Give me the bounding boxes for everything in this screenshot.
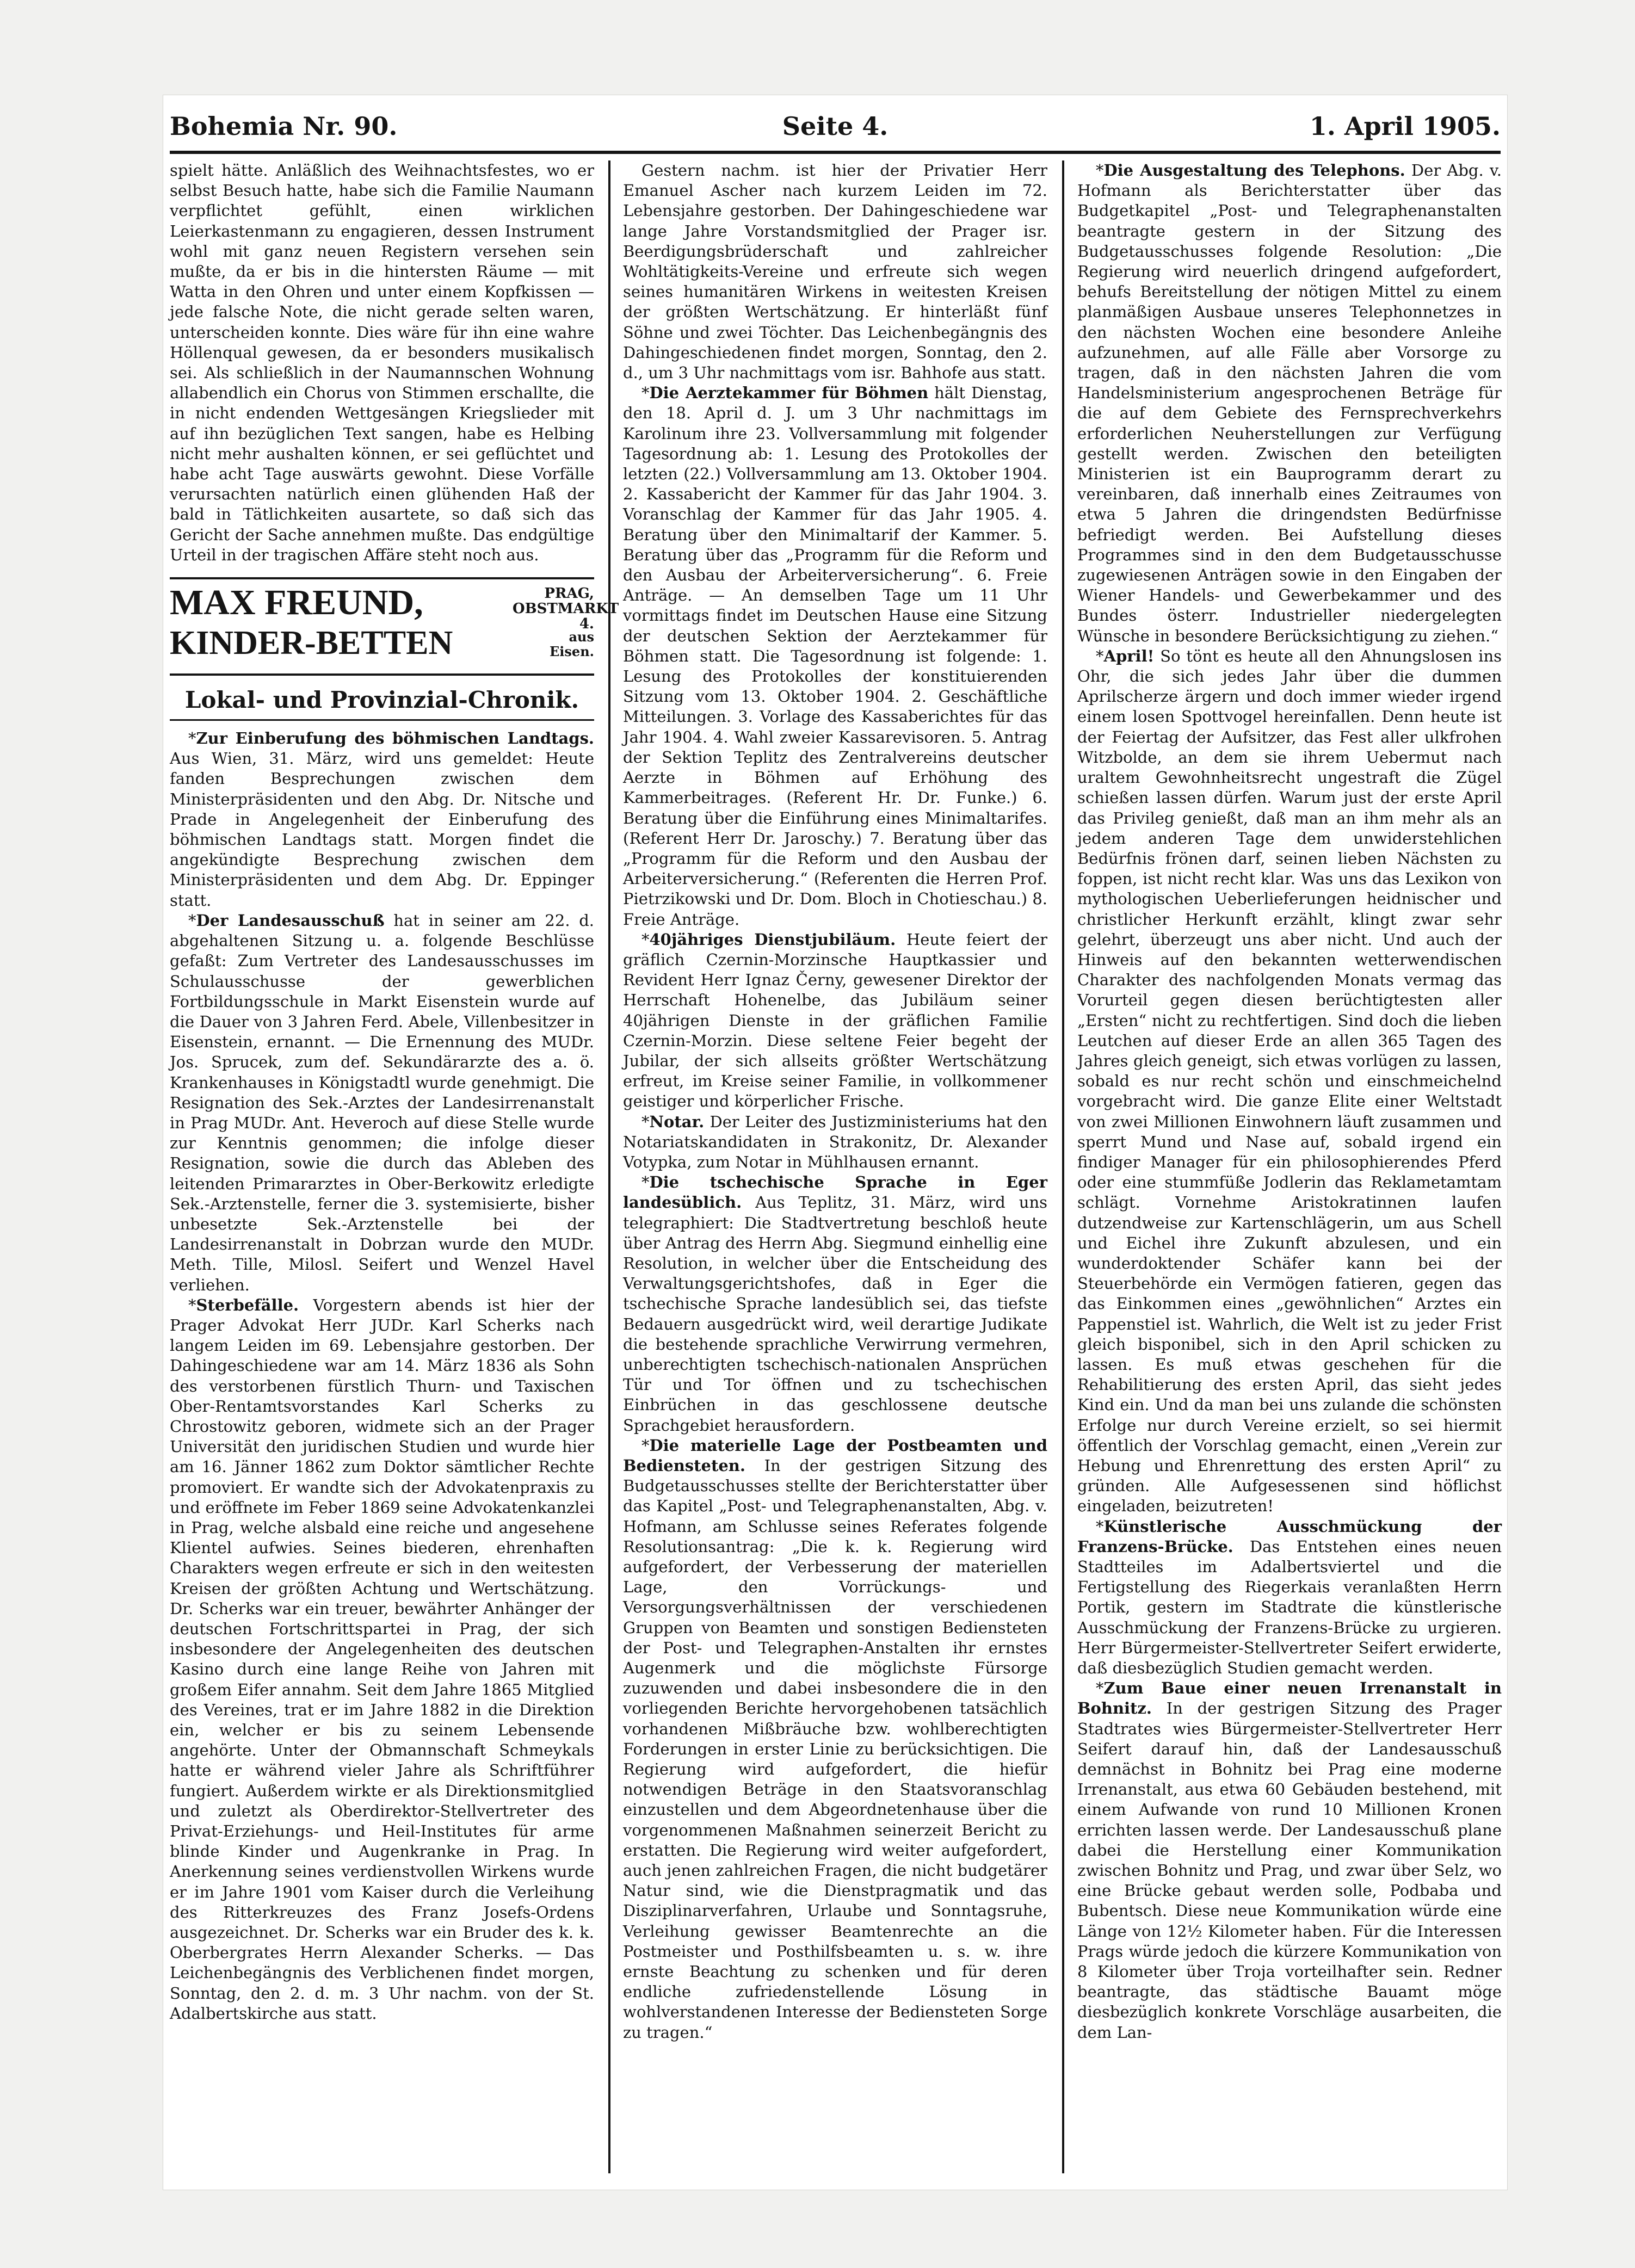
article-headline: Der Landesausschuß — [196, 911, 385, 930]
masthead-rule — [170, 151, 1501, 154]
article-headline: 40jähriges Dienstjubiläum. — [649, 930, 896, 949]
article-body: Der Abg. v. Hofmann als Berichterstatter über das Budgetkapitel „Post- und Telegraphenanstalten beantragte gestern in der Sitzung des Budgetausschusses folgende Resolution: „Die Regierung wird neuerlich dringend aufgefordert, behufs Bereitstellung der nötigen Mittel zu einem planmäßigen Ausbaue unseres Telephonnetzes in den nächsten Wochen eine besondere Anleihe aufzunehmen, auf alle Fälle aber Vorsorge zu tragen, daß in den nächsten Jahren die vom Handelsministerium angesprochenen Beträge für die auf dem Gebiete des Fernsprechverkehrs erforderlichen Neuherstellungen zur Verfügung gestellt werden. Zwischen den beteiligten Ministerien ist ein Bauprogramm derart zu vereinbaren, daß innerhalb eines Zeitraumes von etwa 5 Jahren die dringendsten Bedürfnisse befriedigt werden. Bei Aufstellung dieses Programmes sind in den dem Budgetausschusse zugewiesenen Anträgen sowie in den Eingaben der Wiener Handels- und Gewerbekammer und des Bundes österr. Industrieller niedergelegten Wünsche in besondere Berücksichtigung zu ziehen.“ — [1077, 161, 1502, 645]
article-body: In der gestrigen Sitzung des Prager Stadtrates wies Bürgermeister-Stellvertreter Herr Seifert darauf hin, daß der Landesausschuß demnächst in Bohnitz bei Prag eine moderne Irrenanstalt, aus etwa 60 Gebäuden bestehend, mit einem Aufwande von rund 10 Millionen Kronen errichten lassen werde. Der Landesausschuß plane dabei die Herstellung einer Kommunikation zwischen Bohnitz und Prag, und zwar über Selz, wo eine Brücke gebaut werden solle, Podbaba und Bubentsch. Diese neue Kommunikation würde eine Länge von 12½ Kilometer haben. Für die Interessen Prags würde jedoch die kürzere Kommunikation von 8 Kilometer über Troja vorteilhafter sein. Redner beantragte, das städtische Bauamt möge diesbezüglich konkrete Vorschläge ausarbeiten, die dem Lan- — [1077, 1699, 1502, 2042]
article-headline: Die Ausgestaltung des Telephons. — [1103, 161, 1405, 180]
column-2 — [623, 160, 1047, 2173]
article: *Zur Einberufung des böhmischen Landtags. Aus Wien, 31. März, wird uns gemeldet: Heute fanden Besprechungen zwischen dem Ministerpräsidenten und den Abg. Dr. Nitsche und Prade in Angelegenheit der Einberufung des böhmischen Landtags statt. Morgen findet die angekündigte Besprechung zwischen dem Ministerpräsidenten und dem Abg. Dr. Eppinger statt. — [170, 729, 594, 910]
article: *Die Aerztekammer für Böhmen hält Dienstag, den 18. April d. J. um 3 Uhr nachmittags im Karolinum ihre 23. Vollversammlung mit folgender Tagesordnung ab: 1. Lesung des Protokolles der letzten (22.) Vollversammlung am 13. Oktober 1904. 2. Kassabericht der Kammer für das Jahr 1904. 3. Voranschlag der Kammer für das Jahr 1905. 4. Beratung über den Minimaltarif der Kammer. 5. Beratung über das „Programm für die Reform und den Ausbau der Arbeiterversicherung“. 6. Freie Anträge. — An demselben Tage um 11 Uhr vormittags findet im Deutschen Hause eine Sitzung der deutschen Sektion der Aerztekammer für Böhmen statt. Die Tagesordnung ist folgende: 1. Lesung des Protokolles der konstituierenden Sitzung vom 13. Oktober 1904. 2. Geschäftliche Mitteilungen. 3. Vorlage des Kassaberichtes für das Jahr 1904. 4. Wahl zweier Kassarevisoren. 5. Antrag der Sektion Teplitz des Zentralvereins deutscher Aerzte in Böhmen auf Erhöhung des Kammerbeitrages. (Referent Hr. Dr. Funke.) 6. Beratung über die Einführung eines Minimaltarifes. (Referent Herr Dr. Jaroschy.) 7. Beratung über das „Programm für die Reform und den Ausbau der Arbeiterversicherung.“ (Referenten die Herren Prof. Pietrzikowski und Dr. Dom. Bloch in Chotieschau.) 8. Freie Anträge. — [623, 384, 1047, 929]
ad-merchant-name: MAX FREUND, — [170, 583, 423, 623]
newspaper-issue: Bohemia Nr. 90. — [170, 112, 398, 141]
article-headline: Notar. — [649, 1112, 705, 1131]
newspaper-page — [163, 95, 1507, 2190]
column-1 — [170, 160, 619, 2173]
column-divider — [608, 160, 610, 2173]
article-headline: Künstlerische Ausschmückung der Franzens-Brücke. — [1077, 1517, 1502, 1556]
article-body: hält Dienstag, den 18. April d. J. um 3 Uhr nachmittags im Karolinum ihre 23. Vollversammlung mit folgender Tagesordnung ab: 1. Lesung des Protokolles der letzten (22.) Vollversammlung am 13. Oktober 1904. 2. Kassabericht der Kammer für das Jahr 1904. 3. Voranschlag der Kammer für das Jahr 1905. 4. Beratung über den Minimaltarif der Kammer. 5. Beratung über das „Programm für die Reform und den Ausbau der Arbeiterversicherung“. 6. Freie Anträge. — An demselben Tage um 11 Uhr vormittags findet im Deutschen Hause eine Sitzung der deutschen Sektion der Aerztekammer für Böhmen statt. Die Tagesordnung ist folgende: 1. Lesung des Protokolles der konstituierenden Sitzung vom 13. Oktober 1904. 2. Geschäftliche Mitteilungen. 3. Vorlage des Kassaberichtes für das Jahr 1904. 4. Wahl zweier Kassarevisoren. 5. Antrag der Sektion Teplitz des Zentralvereins deutscher Aerzte in Böhmen auf Erhöhung des Kammerbeitrages. (Referent Hr. Dr. Funke.) 6. Beratung über die Einführung eines Minimaltarifes. (Referent Herr Dr. Jaroschy.) 7. Beratung über das „Programm für die Reform und den Ausbau der Arbeiterversicherung.“ (Referenten die Herren Prof. Pietrzikowski und Dr. Dom. Bloch in Chotieschau.) 8. Freie Anträge. — [623, 384, 1047, 929]
article-body: hat in seiner am 22. d. abgehaltenen Sitzung u. a. folgende Beschlüsse gefaßt: Zum Vertreter des Landesausschusses im Schulausschusse der gewerblichen Fortbildungsschule in Markt Eisenstein wurde auf die Dauer von 3 Jahren Ferd. Abele, Villenbesitzer in Eisenstein, ernannt. — Die Ernennung des MUDr. Jos. Sprucek, zum def. Sekundärarzte des a. ö. Krankenhauses in Königstadtl wurde genehmigt. Die Resignation des Sek.-Arztes der Landesirrenanstalt in Prag MUDr. Ant. Heveroch auf diese Stelle wurde zur Kenntnis genommen; die infolge dieser Resignation, sowie die durch das Ableben des leitenden Primararztes in Ober-Berkowitz erledigte Sek.-Arztenstelle, ferner die 3. systemisierte, bisher unbesetzte Sek.-Arztenstelle bei der Landesirrenanstalt in Dobrzan wurde den MUDr. Meth. Tille, Milosl. Seifert und Wenzel Havel verliehen. — [170, 911, 594, 1294]
article: *April! So tönt es heute all den Ahnungslosen ins Ohr, die sich jedes Jahr über die dummen Aprilscherze ärgern und doch immer wieder irgend einem losen Spottvogel hereinfallen. Denn heute ist der Feiertag der Aufsitzer, das Fest aller ulkfrohen Witzbolde, an dem sie ihrem Uebermut nach uraltem Gewohnheitsrecht ungestraft die Zügel schießen lassen dürfen. Warum just der erste April das Privileg genießt, daß man an ihm mehr als an jedem anderen Tage dem unwiderstehlichen Bedürfnis frönen darf, seinen lieben Nächsten zu foppen, ist nicht recht klar. Was uns das Lexikon von mythologischen Ueberlieferungen heidnischer und christlicher Herkunft erzählt, klingt zwar sehr gelehrt, überzeugt uns aber nicht. Und auch der Hinweis auf den bekannten wetterwendischen Charakter des nachfolgenden Monats vermag das Vorurteil gegen diesen berüchtigtesten aller „Ersten“ nicht zu rechtfertigen. Sind doch die lieben Leutchen auf dieser Erde an allen 365 Tagen des Jahres gleich geneigt, sich etwas vorlügen zu lassen, sobald es nur recht schön und einschmeichelnd vorgebracht wird. Die ganze Elite einer Weltstadt von zwei Millionen Einwohnern läuft zusammen und sperrt Mund und Nase auf, sobald irgend ein findiger Manager für ein philosophierendes Pferd oder eine stummfüße Jodlerin das Reklametamtam schlägt. Vornehme Aristokratinnen laufen dutzendweise zur Kartenschlägerin, um aus Schell und Eichel ihre Zukunft abzulesen, und ein wunderdoktender Schäfer kann bei der Steuerbehörde ein Vermögen fatieren, gegen das das Einkommen eines „gewöhnlichen“ Arztes ein Pappenstiel ist. Wahrlich, die Welt ist zu jeder Frist gleich bisponibel, sich in den April schicken zu lassen. Es muß etwas geschehen für die Rehabilitierung des ersten April, das sieht jedes Kind ein. Und da man bei uns zulande die schönsten Erfolge nur durch Vereine erzielt, so sei hiermit öffentlich der Vorschlag gemacht, einen „Verein zur Hebung und Ehrenrettung des ersten April“ zu gründen. Alle Aufgesessenen sind höflichst eingeladen, beizutreten! — [1077, 646, 1502, 1516]
issue-date: 1. April 1905. — [1309, 112, 1501, 141]
article-body: Vorgestern abends ist hier der Prager Advokat Herr JUDr. Karl Scherks nach langem Leiden im 69. Lebensjahre gestorben. Der Dahingeschiedene war am 14. März 1836 als Sohn des verstorbenen fürstlich Thurn- und Taxischen Ober-Rentamtsvorstandes Karl Scherks zu Chrostowitz geboren, widmete sich an der Prager Universität den juridischen Studien und wurde hier am 16. Jänner 1862 zum Doktor sämtlicher Rechte promoviert. Er wandte sich der Advokatenpraxis zu und eröffnete im Feber 1869 seine Advokatenkanzlei in Prag, welche alsbald eine reiche und angesehene Klientel aufwies. Seines biederen, ehrenhaften Charakters wegen erfreute er sich in den weitesten Kreisen der größten Achtung und Wertschätzung. Dr. Scherks war ein treuer, bewährter Anhänger der deutschen Fortschrittspartei in Prag, der sich insbesondere der Angelegenheiten des deutschen Kasino durch eine lange Reihe von Jahren mit großem Eifer annahm. Seit dem Jahre 1865 Mitglied des Vereines, trat er im Jahre 1882 in die Direktion ein, welcher er bis zu seinem Lebensende angehörte. Unter der Obmannschaft Schmeykals hatte er während vieler Jahre als Schriftführer fungiert. Außerdem wirkte er als Direktionsmitglied und zuletzt als Oberdirektor-Stellvertreter des Privat-Erziehungs- und Heil-Institutes für arme blinde Kinder und Augenkranke in Prag. In Anerkennung seines verdienstvollen Wirkens wurde er im Jahre 1901 vom Kaiser durch die Verleihung des Ritterkreuzes des Franz Josefs-Ordens ausgezeichnet. Dr. Scherks war ein Bruder des k. k. Oberbergrates Herrn Alexander Scherks. — Das Leichenbegängnis des Verblichenen findet morgen, Sonntag, den 2. d. m. 3 Uhr nachm. von der St. Adalbertskirche aus statt. — [170, 1295, 594, 2023]
ad-product: KINDER-BETTEN — [170, 625, 453, 662]
article: *Die tschechische Sprache in Eger landesüblich. Aus Teplitz, 31. März, wird uns telegraphiert: Die Stadtvertretung beschloß heute über Antrag des Herrn Abg. Siegmund einhellig eine Resolution, in welcher über die Entscheidung des Verwaltungsgerichtshofes, daß in Eger die tschechische Sprache landesüblich sei, das tiefste Bedauern ausgedrückt wird, weil derartige Judikate die bestehende sprachliche Verwirrung vermehren, unberechtigten tschechisch-nationalen Ansprüchen Tür und Tor öffnen und zu tschechischen Einbrüchen in das geschlossene deutsche Sprachgebiet herausfordern. — [623, 1173, 1048, 1435]
article: *Sterbefälle. Vorgestern abends ist hier der Prager Advokat Herr JUDr. Karl Scherks nach langem Leiden im 69. Lebensjahre gestorben. Der Dahingeschiedene war am 14. März 1836 als Sohn des verstorbenen fürstlich Thurn- und Taxischen Ober-Rentamtsvorstandes Karl Scherks zu Chrostowitz geboren, widmete sich an der Prager Universität den juridischen Studien und wurde hier am 16. Jänner 1862 zum Doktor sämtlicher Rechte promoviert. Er wandte sich der Advokatenpraxis zu und eröffnete im Feber 1869 seine Advokatenkanzlei in Prag, welche alsbald eine reiche und angesehene Klientel aufwies. Seines biederen, ehrenhaften Charakters wegen erfreute er sich in den weitesten Kreisen der größten Achtung und Wertschätzung. Dr. Scherks war ein treuer, bewährter Anhänger der deutschen Fortschrittspartei in Prag, der sich insbesondere der Angelegenheiten des deutschen Kasino durch eine lange Reihe von Jahren mit großem Eifer annahm. Seit dem Jahre 1865 Mitglied des Vereines, trat er im Jahre 1882 in die Direktion ein, welcher er bis zu seinem Lebensende angehörte. Unter der Obmannschaft Schmeykals hatte er während vieler Jahre als Schriftführer fungiert. Außerdem wirkte er als Direktionsmitglied und zuletzt als Oberdirektor-Stellvertreter des Privat-Erziehungs- und Heil-Institutes für arme blinde Kinder und Augenkranke in Prag. In Anerkennung seines verdienstvollen Wirkens wurde er im Jahre 1901 vom Kaiser durch die Verleihung des Ritterkreuzes des Franz Josefs-Ordens ausgezeichnet. Dr. Scherks war ein Bruder des k. k. Oberbergrates Herrn Alexander Scherks. — Das Leichenbegängnis des Verblichenen findet morgen, Sonntag, den 2. d. m. 3 Uhr nachm. von der St. Adalbertskirche aus statt. — [170, 1295, 594, 2023]
advertisement — [170, 577, 619, 676]
article: *Notar. Der Leiter des Justizministeriums hat den Notariatskandidaten in Strakonitz, Dr. Alexander Votypka, zum Notar in Mühlhausen ernannt. — [623, 1112, 1048, 1171]
article-body: In der gestrigen Sitzung des Budgetausschusses stellte der Berichterstatter über das Kapitel „Post- und Telegraphenanstalten, Abg. v. Hofmann, am Schlusse seines Referates folgende Resolutionsantrag: „Die k. k. Regierung wird aufgefordert, der Verbesserung der materiellen Lage, den Vorrückungs- und Versorgungsverhältnissen der verschiedenen Gruppen von Beamten und sonstigen Bediensteten der Post- und Telegraphen-Anstalten ihr ernstes Augenmerk und die möglichste Fürsorge zuzuwenden und dabei insbesondere die in den vorliegenden Berichte hervorgehobenen tatsächlich vorhandenen Mißbräuche bzw. wohlberechtigten Forderungen in erster Linie zu berücksichtigen. Die Regierung wird aufgefordert, die hiefür notwendigen Beträge in den Staatsvoranschlag einzustellen und dem Abgeordnetenhause über die vorgenommenen Maßnahmen seinerzeit Bericht zu erstatten. Die Regierung wird weiter aufgefordert, auch jenen zahlreichen Fragen, die nicht budgetärer Natur sind, wie die Dienstpragmatik und das Disziplinarverfahren, Urlaube und Sonntagsruhe, Verleihung gewisser Beamtenrechte an die Postmeister und Posthilfsbeamten u. s. w. ihre ernste Beachtung zu schenken und für deren endliche zufriedenstellende Lösung in wohlverstandenen Interesse der Bediensteten Sorge zu tragen.“ — [623, 1456, 1048, 2042]
ad-tagline: aus Eisen. — [550, 629, 594, 660]
article-body: Der Leiter des Justizministeriums hat den Notariatskandidaten in Strakonitz, Dr. Alexander Votypka, zum Notar in Mühlhausen ernannt. — [623, 1112, 1048, 1171]
article-headline: April! — [1103, 646, 1155, 665]
article-headline: Sterbefälle. — [196, 1295, 299, 1314]
article: *Zum Baue einer neuen Irrenanstalt in Bohnitz. In der gestrigen Sitzung des Prager Stadtrates wies Bürgermeister-Stellvertreter Herr Seifert darauf hin, daß der Landesausschuß demnächst in Bohnitz bei Prag eine moderne Irrenanstalt, aus etwa 60 Gebäuden bestehend, mit einem Aufwande von rund 10 Millionen Kronen errichten lassen werde. Der Landesausschuß plane dabei die Herstellung einer Kommunikation zwischen Bohnitz und Prag, und zwar über Selz, wo eine Brücke gebaut werden solle, Podbaba und Bubentsch. Diese neue Kommunikation würde eine Länge von 12½ Kilometer haben. Für die Interessen Prags würde jedoch die kürzere Kommunikation von 8 Kilometer über Troja vorteilhafter sein. Redner beantragte, das städtische Bauamt möge diesbezüglich konkrete Vorschläge ausarbeiten, die dem Lan- — [1077, 1679, 1502, 2042]
article-headline: Die materielle Lage der Postbeamten und Bediensteten. — [623, 1436, 1047, 1475]
article-body: Aus Wien, 31. März, wird uns gemeldet: Heute fanden Besprechungen zwischen dem Ministerpräsidenten und den Abg. Dr. Nitsche und Prade in Angelegenheit der Einberufung des böhmischen Landtags statt. Morgen findet die angekündigte Besprechung zwischen dem Ministerpräsidenten und dem Abg. Dr. Eppinger statt. — [170, 749, 594, 910]
article-headline: Zur Einberufung des böhmischen Landtags. — [196, 729, 594, 748]
article: *40jähriges Dienstjubiläum. Heute feiert der gräflich Czernin-Morzinsche Hauptkassier und Revident Herr Ignaz Černy, gewesener Direktor der Herrschaft Hohenelbe, das Jubiläum seiner 40jährigen Dienste in der gräflichen Familie Czernin-Morzin. Diese seltene Feier begeht der Jubilar, der sich allseits größter Wertschätzung erfreut, im Kreise seiner Familie, in vollkommener geistiger und körperlicher Frische. — [623, 930, 1047, 1111]
article-body: So tönt es heute all den Ahnungslosen ins Ohr, die sich jedes Jahr über die dummen Aprilscherze ärgern und doch immer wieder irgend einem losen Spottvogel hereinfallen. Denn heute ist der Feiertag der Aufsitzer, das Fest aller ulkfrohen Witzbolde, an dem sie ihrem Uebermut nach uraltem Gewohnheitsrecht ungestraft die Zügel schießen lassen dürfen. Warum just der erste April das Privileg genießt, daß man an ihm mehr als an jedem anderen Tage dem unwiderstehlichen Bedürfnis frönen darf, seinen lieben Nächsten zu foppen, ist nicht recht klar. Was uns das Lexikon von mythologischen Ueberlieferungen heidnischer und christlicher Herkunft erzählt, klingt zwar sehr gelehrt, überzeugt uns aber nicht. Und auch der Hinweis auf den bekannten wetterwendischen Charakter des nachfolgenden Monats vermag das Vorurteil gegen diesen berüchtigtesten aller „Ersten“ nicht zu rechtfertigen. Sind doch die lieben Leutchen auf dieser Erde an allen 365 Tagen des Jahres gleich geneigt, sich etwas vorlügen zu lassen, sobald es nur recht schön und einschmeichelnd vorgebracht wird. Die ganze Elite einer Weltstadt von zwei Millionen Einwohnern läuft zusammen und sperrt Mund und Nase auf, sobald irgend ein findiger Manager für ein philosophierendes Pferd oder eine stummfüße Jodlerin das Reklametamtam schlägt. Vornehme Aristokratinnen laufen dutzendweise zur Kartenschlägerin, um aus Schell und Eichel ihre Zukunft abzulesen, und ein wunderdoktender Schäfer kann bei der Steuerbehörde ein Vermögen fatieren, gegen das das Einkommen eines „gewöhnlichen“ Arztes ein Pappenstiel ist. Wahrlich, die Welt ist zu jeder Frist gleich bisponibel, sich in den April schicken zu lassen. Es muß etwas geschehen für die Rehabilitierung des ersten April, das sieht jedes Kind ein. Und da man bei uns zulande die schönsten Erfolge nur durch Vereine erzielt, so sei hiermit öffentlich der Vorschlag gemacht, einen „Verein zur Hebung und Ehrenrettung des ersten April“ zu gründen. Alle Aufgesessenen sind höflichst eingeladen, beizutreten! — [1077, 646, 1502, 1516]
article-carryover: spielt hätte. Anläßlich des Weihnachtsfestes, wo er selbst Besuch hatte, habe sich die Familie Naumann verpflichtet gefühlt, einen wirklichen Leierkastenmann zu engagieren, dessen Instrument wohl mit ganz neuen Registern versehen sein mußte, da er bis in die hintersten Räume — mit Watta in den Ohren und unter einem Kopfkissen — jede falsche Note, die nicht gerade selten waren, unterscheiden konnte. Dies wäre für ihn eine wahre Höllenqual gewesen, da er besonders musikalisch sei. Als schließlich in der Naumannschen Wohnung allabendlich ein Chorus von Stimmen erschallte, die in nicht endenden Wettgesängen Kriegslieder mit auf ihn bezüglichen Text sangen, habe es Helbing nicht mehr aushalten können, er sei geflüchtet und habe acht Tage auswärts gewohnt. Diese Vorfälle verursachten natürlich einen glühenden Haß der bald in Tätlichkeiten ausartete, so daß sich das Gericht der Sache annehmen mußte. Das endgültige Urteil in der tragischen Affäre steht noch aus. — [170, 161, 594, 564]
article: *Die materielle Lage der Postbeamten und Bediensteten. In der gestrigen Sitzung des Budgetausschusses stellte der Berichterstatter über das Kapitel „Post- und Telegraphenanstalten, Abg. v. Hofmann, am Schlusse seines Referates folgende Resolutionsantrag: „Die k. k. Regierung wird aufgefordert, der Verbesserung der materiellen Lage, den Vorrückungs- und Versorgungsverhältnissen der verschiedenen Gruppen von Beamten und sonstigen Bediensteten der Post- und Telegraphen-Anstalten ihr ernstes Augenmerk und die möglichste Fürsorge zuzuwenden und dabei insbesondere die in den vorliegenden Berichte hervorgehobenen tatsächlich vorhandenen Mißbräuche bzw. wohlberechtigten Forderungen in erster Linie zu berücksichtigen. Die Regierung wird aufgefordert, die hiefür notwendigen Beträge in den Staatsvoranschlag einzustellen und dem Abgeordnetenhause über die vorgenommenen Maßnahmen seinerzeit Bericht zu erstatten. Die Regierung wird weiter aufgefordert, auch jenen zahlreichen Fragen, die nicht budgetärer Natur sind, wie die Dienstpragmatik und das Disziplinarverfahren, Urlaube und Sonntagsruhe, Verleihung gewisser Beamtenrechte an die Postmeister und Posthilfsbeamten u. s. w. ihre ernste Beachtung zu schenken und für deren endliche zufriedenstellende Lösung in wohlverstandenen Interesse der Bediensteten Sorge zu tragen.“ — [623, 1436, 1048, 2042]
article-body: Das Entstehen eines neuen Stadtteiles im Adalbertsviertel und die Fertigstellung des Riegerkais veranlaßten Herrn Portik, gestern im Stadtrate die künstlerische Ausschmückung der Franzens-Brücke zu urgieren. Herr Bürgermeister-Stellvertreter Seifert erwiderte, daß diesbezüglich Studien gemacht werden. — [1077, 1537, 1502, 1678]
ad-address: PRAG, OBSTMARKT 4. — [513, 585, 619, 633]
article-headline: Zum Baue einer neuen Irrenanstalt in Bohnitz. — [1077, 1679, 1502, 1718]
article: *Die Ausgestaltung des Telephons. Der Abg. v. Hofmann als Berichterstatter über das Budgetkapitel „Post- und Telegraphenanstalten beantragte gestern in der Sitzung des Budgetausschusses folgende Resolution: „Die Regierung wird neuerlich dringend aufgefordert, behufs Bereitstellung der nötigen Mittel zu einem planmäßigen Ausbaue unseres Telephonnetzes in den nächsten Wochen eine besondere Anleihe aufzunehmen, auf alle Fälle aber Vorsorge zu tragen, daß in den nächsten Jahren die vom Handelsministerium angesprochenen Beträge für die auf dem Gebiete des Fernsprechverkehrs erforderlichen Neuherstellungen zur Verfügung gestellt werden. Zwischen den beteiligten Ministerien ist ein Bauprogramm derart zu vereinbaren, daß innerhalb eines Zeitraumes von etwa 5 Jahren die dringendsten Bedürfnisse befriedigt werden. Bei Aufstellung dieses Programmes sind in den dem Budgetausschusse zugewiesenen Anträgen sowie in den Eingaben der Wiener Handels- und Gewerbekammer und des Bundes österr. Industrieller niedergelegten Wünsche in besondere Berücksichtigung zu ziehen.“ — [1077, 161, 1502, 645]
masthead — [170, 112, 1501, 144]
column-3 — [1077, 160, 1502, 2173]
article-headline: Die tschechische Sprache in Eger landesüblich. — [623, 1173, 1047, 1212]
article-body: Heute feiert der gräflich Czernin-Morzinsche Hauptkassier und Revident Herr Ignaz Černy, gewesener Direktor der Herrschaft Hohenelbe, das Jubiläum seiner 40jährigen Dienste in der gräflichen Familie Czernin-Morzin. Diese seltene Feier begeht der Jubilar, der sich allseits größter Wertschätzung erfreut, im Kreise seiner Familie, in vollkommener geistiger und körperlicher Frische. — [623, 930, 1047, 1111]
article-body: Aus Teplitz, 31. März, wird uns telegraphiert: Die Stadtvertretung beschloß heute über Antrag des Herrn Abg. Siegmund einhellig eine Resolution, in welcher über die Entscheidung des Verwaltungsgerichtshofes, daß in Eger die tschechische Sprache landesüblich sei, das tiefste Bedauern ausgedrückt wird, weil derartige Judikate die bestehende sprachliche Verwirrung vermehren, unberechtigten tschechisch-nationalen Ansprüchen Tür und Tor öffnen und zu tschechischen Einbrüchen in das geschlossene deutsche Sprachgebiet herausfordern. — [623, 1193, 1048, 1435]
column-divider — [1062, 160, 1064, 2173]
article: Gestern nachm. ist hier der Privatier Herr Emanuel Ascher nach kurzem Leiden im 72. Lebensjahre gestorben. Der Dahingeschiedene war lange Jahre Vorstandsmitglied der Prager isr. Beerdigungsbrüderschaft und zahlreicher Wohltätigkeits-Vereine und erfreute sich wegen seines humanitären Wirkens in weitesten Kreisen der größten Wertschätzung. Er hinterläßt fünf Söhne und zwei Töchter. Das Leichenbegängnis des Dahingeschiedenen findet morgen, Sonntag, den 2. d., um 3 Uhr nachmittags vom isr. Bahhofe aus statt. — [623, 161, 1047, 382]
article-headline: Die Aerztekammer für Böhmen — [649, 384, 929, 403]
section-title: Lokal- und Provinzial-Chronik. — [170, 685, 594, 721]
page-number: Seite 4. — [782, 112, 889, 141]
article: *Künstlerische Ausschmückung der Franzens-Brücke. Das Entstehen eines neuen Stadtteiles im Adalbertsviertel und die Fertigstellung des Riegerkais veranlaßten Herrn Portik, gestern im Stadtrate die künstlerische Ausschmückung der Franzens-Brücke zu urgieren. Herr Bürgermeister-Stellvertreter Seifert erwiderte, daß diesbezüglich Studien gemacht werden. — [1077, 1517, 1502, 1678]
article: *Der Landesausschuß hat in seiner am 22. d. abgehaltenen Sitzung u. a. folgende Beschlüsse gefaßt: Zum Vertreter des Landesausschusses im Schulausschusse der gewerblichen Fortbildungsschule in Markt Eisenstein wurde auf die Dauer von 3 Jahren Ferd. Abele, Villenbesitzer in Eisenstein, ernannt. — Die Ernennung des MUDr. Jos. Sprucek, zum def. Sekundärarzte des a. ö. Krankenhauses in Königstadtl wurde genehmigt. Die Resignation des Sek.-Arztes der Landesirrenanstalt in Prag MUDr. Ant. Heveroch auf diese Stelle wurde zur Kenntnis genommen; die infolge dieser Resignation, sowie die durch das Ableben des leitenden Primararztes in Ober-Berkowitz erledigte Sek.-Arztenstelle, ferner die 3. systemisierte, bisher unbesetzte Sek.-Arztenstelle bei der Landesirrenanstalt in Dobrzan wurde den MUDr. Meth. Tille, Milosl. Seifert und Wenzel Havel verliehen. — [170, 911, 594, 1294]
